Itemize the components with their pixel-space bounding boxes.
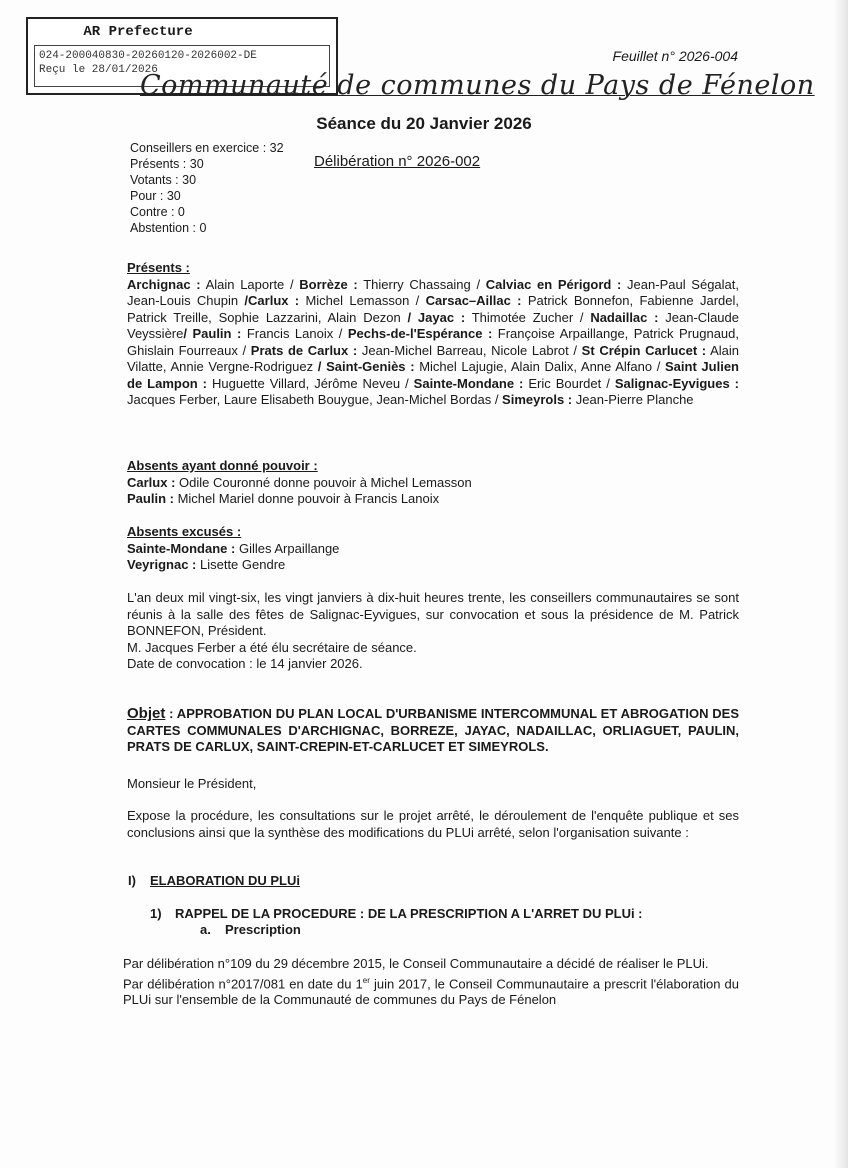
member-names: Jean-Claude Veyssière [127,309,739,341]
commune-name: St Crépin Carlucet : [581,342,707,358]
commune-name: / Paulin : [183,326,242,341]
member-names: Jean-Michel Barreau, Nicole Labrot / [357,342,582,358]
convocation-date: Date de convocation : le 14 janvier 2026. [127,656,363,671]
proxy-entry [127,475,739,492]
proxy-text: Odile Couronné donne pouvoir à Michel Lemasson [175,474,472,490]
prescription-block [123,956,739,1009]
commune-name: Carsac–Aillac : [425,293,522,308]
sheet-number: Feuillet n° 2026-004 [612,48,738,64]
excused-block [127,524,739,574]
prescription-paragraph-2 [123,973,739,1009]
presents-heading: Présents : [127,260,190,275]
subsubsection-number: a. [200,922,211,937]
excused-entry [127,541,739,558]
commune-name: Prats de Carlux : [250,342,358,358]
commune-name: Calviac en Périgord : [485,276,622,292]
vote-counts [130,140,284,236]
excused-name: Gilles Arpaillange [235,540,340,556]
excused-heading: Absents excusés : [127,524,242,539]
member-names: Michel Lemasson / [299,293,426,308]
presents-block [127,260,739,409]
commune-name: Borrèze : [299,276,358,292]
excused-entry [127,557,739,574]
member-names: Huguette Villard, Jérôme Neveu / [207,375,414,391]
count-pour: Pour : 30 [130,189,181,203]
subsubsection-title: Prescription [225,922,301,937]
count-contre: Contre : 0 [130,205,185,219]
subsection-number: 1) [150,906,162,921]
count-presents: Présents : 30 [130,157,204,171]
intro-paragraph: L'an deux mil vingt-six, les vingt janviers à dix-huit heures trente, les conseillers communautaires se sont réunis à la salle des fêtes de Salignac-Eyvigues, sur convocation et sous la présidence de M. Patrick BONNEFON, Président. [127,590,739,638]
object-block [127,706,739,756]
section-title: ELABORATION DU PLUi [150,873,300,888]
subsection-title: RAPPEL DE LA PROCEDURE : DE LA PRESCRIPTION A L'ARRET DU PLUi : [175,906,643,921]
proxy-text: Michel Mariel donne pouvoir à Francis Lanoix [173,491,440,506]
member-names: Thimotée Zucher / [465,309,591,325]
subsubsection-heading [200,922,301,937]
member-names: Eric Bourdet / [523,375,615,391]
count-conseillers: Conseillers en exercice : 32 [130,141,284,155]
count-abstention: Abstention : 0 [130,221,207,235]
session-title: Séance du 20 Janvier 2026 [316,114,532,133]
member-names: Patrick Bonnefon, Fabienne Jardel, Patrick Treille, Sophie Lazzarini, Alain Dezon [127,293,739,325]
organization-title: Communauté de communes du Pays de Fénelon [140,70,815,101]
commune-name: / Jayac : [407,309,466,325]
commune-name: Saint Julien de Lampon : [127,359,739,391]
deliberation-number: Délibération n° 2026-002 [314,153,481,170]
commune-name: Veyrignac : [127,557,197,572]
commune-name: Salignac-Eyvigues : [614,375,739,391]
proxy-heading: Absents ayant donné pouvoir : [127,458,318,473]
commune-name: Archignac : [127,276,201,292]
paragraph-text: Par délibération n°2017/081 en date du 1 [123,975,363,991]
commune-name: Pechs-de-l'Espérance : [347,326,493,341]
member-names: Alain Vilatte, Annie Vergne-Rodriguez [127,342,739,374]
count-votants: Votants : 30 [130,173,197,187]
member-names: Jean-Pierre Planche [572,392,694,407]
intro-block [127,590,739,673]
commune-name: Carlux : [127,474,176,490]
object-text: : APPROBATION DU PLAN LOCAL D'URBANISME INTERCOMMUNAL ET ABROGATION DES CARTES COMMUNALES D'ARCHIGNAC, BORREZE, JAYAC, NADAILLAC, ORLIAGUET, PAULIN, PRATS DE CARLUX, SAINT-CREPIN-ET-CARLUCET ET SIMEYROLS. [127,706,739,754]
prescription-paragraph-1: Par délibération n°109 du 29 décembre 2015, le Conseil Communautaire a décidé de réaliser le PLUi. [123,956,709,971]
page-edge-shadow [834,0,848,1168]
commune-name: /Carlux : [244,293,300,308]
salutation: Monsieur le Président, [127,776,257,791]
object-label: Objet [127,705,166,722]
member-names: Michel Lajugie, Alain Dalix, Anne Alfano / [414,359,665,374]
presents-list [127,277,739,409]
proxy-entry [127,491,739,508]
section-heading [128,873,300,888]
excused-name: Lisette Gendre [196,557,286,572]
commune-name: Paulin : [127,491,174,506]
commune-name: Sainte-Mondane : [127,540,236,556]
stamp-title: AR Prefecture [83,24,193,40]
member-names: Francis Lanoix / [241,326,348,341]
stamp-received-date: Reçu le 28/01/2026 [39,64,158,76]
proxy-block [127,458,739,508]
paragraph-text: juin 2017, le Conseil Communautaire a prescrit l'élaboration du PLUi sur l'ensemble de la Communauté de communes du Pays de Fénelon [123,975,739,1008]
ordinal-suffix: er [362,975,370,985]
stamp-reference: 024-200040830-20260120-2026002-DE [39,50,257,62]
commune-name: Sainte-Mondane : [413,375,524,391]
secretary-line: M. Jacques Ferber a été élu secrétaire de séance. [127,639,417,655]
subsection-heading [150,906,643,921]
member-names: Alain Laporte / [200,276,300,292]
commune-name: / Saint-Geniès : [317,359,415,374]
expose-paragraph: Expose la procédure, les consultations sur le projet arrêté, le déroulement de l'enquête publique et ses conclusions ainsi que la synthèse des modifications du PLUi arrêté, selon l'organisation suivante : [127,808,739,840]
member-names: Jean-Paul Ségalat, Jean-Louis Chupin [127,276,739,308]
commune-name: Simeyrols : [502,392,573,407]
member-names: Françoise Arpaillange, Patrick Prugnaud, Ghislain Fourreaux / [127,326,740,358]
section-number: I) [128,873,136,888]
member-names: Thierry Chassaing / [357,276,486,292]
commune-name: Nadaillac : [590,309,659,325]
member-names: Jacques Ferber, Laure Elisabeth Bouygue, Jean-Michel Bordas / [127,392,503,407]
